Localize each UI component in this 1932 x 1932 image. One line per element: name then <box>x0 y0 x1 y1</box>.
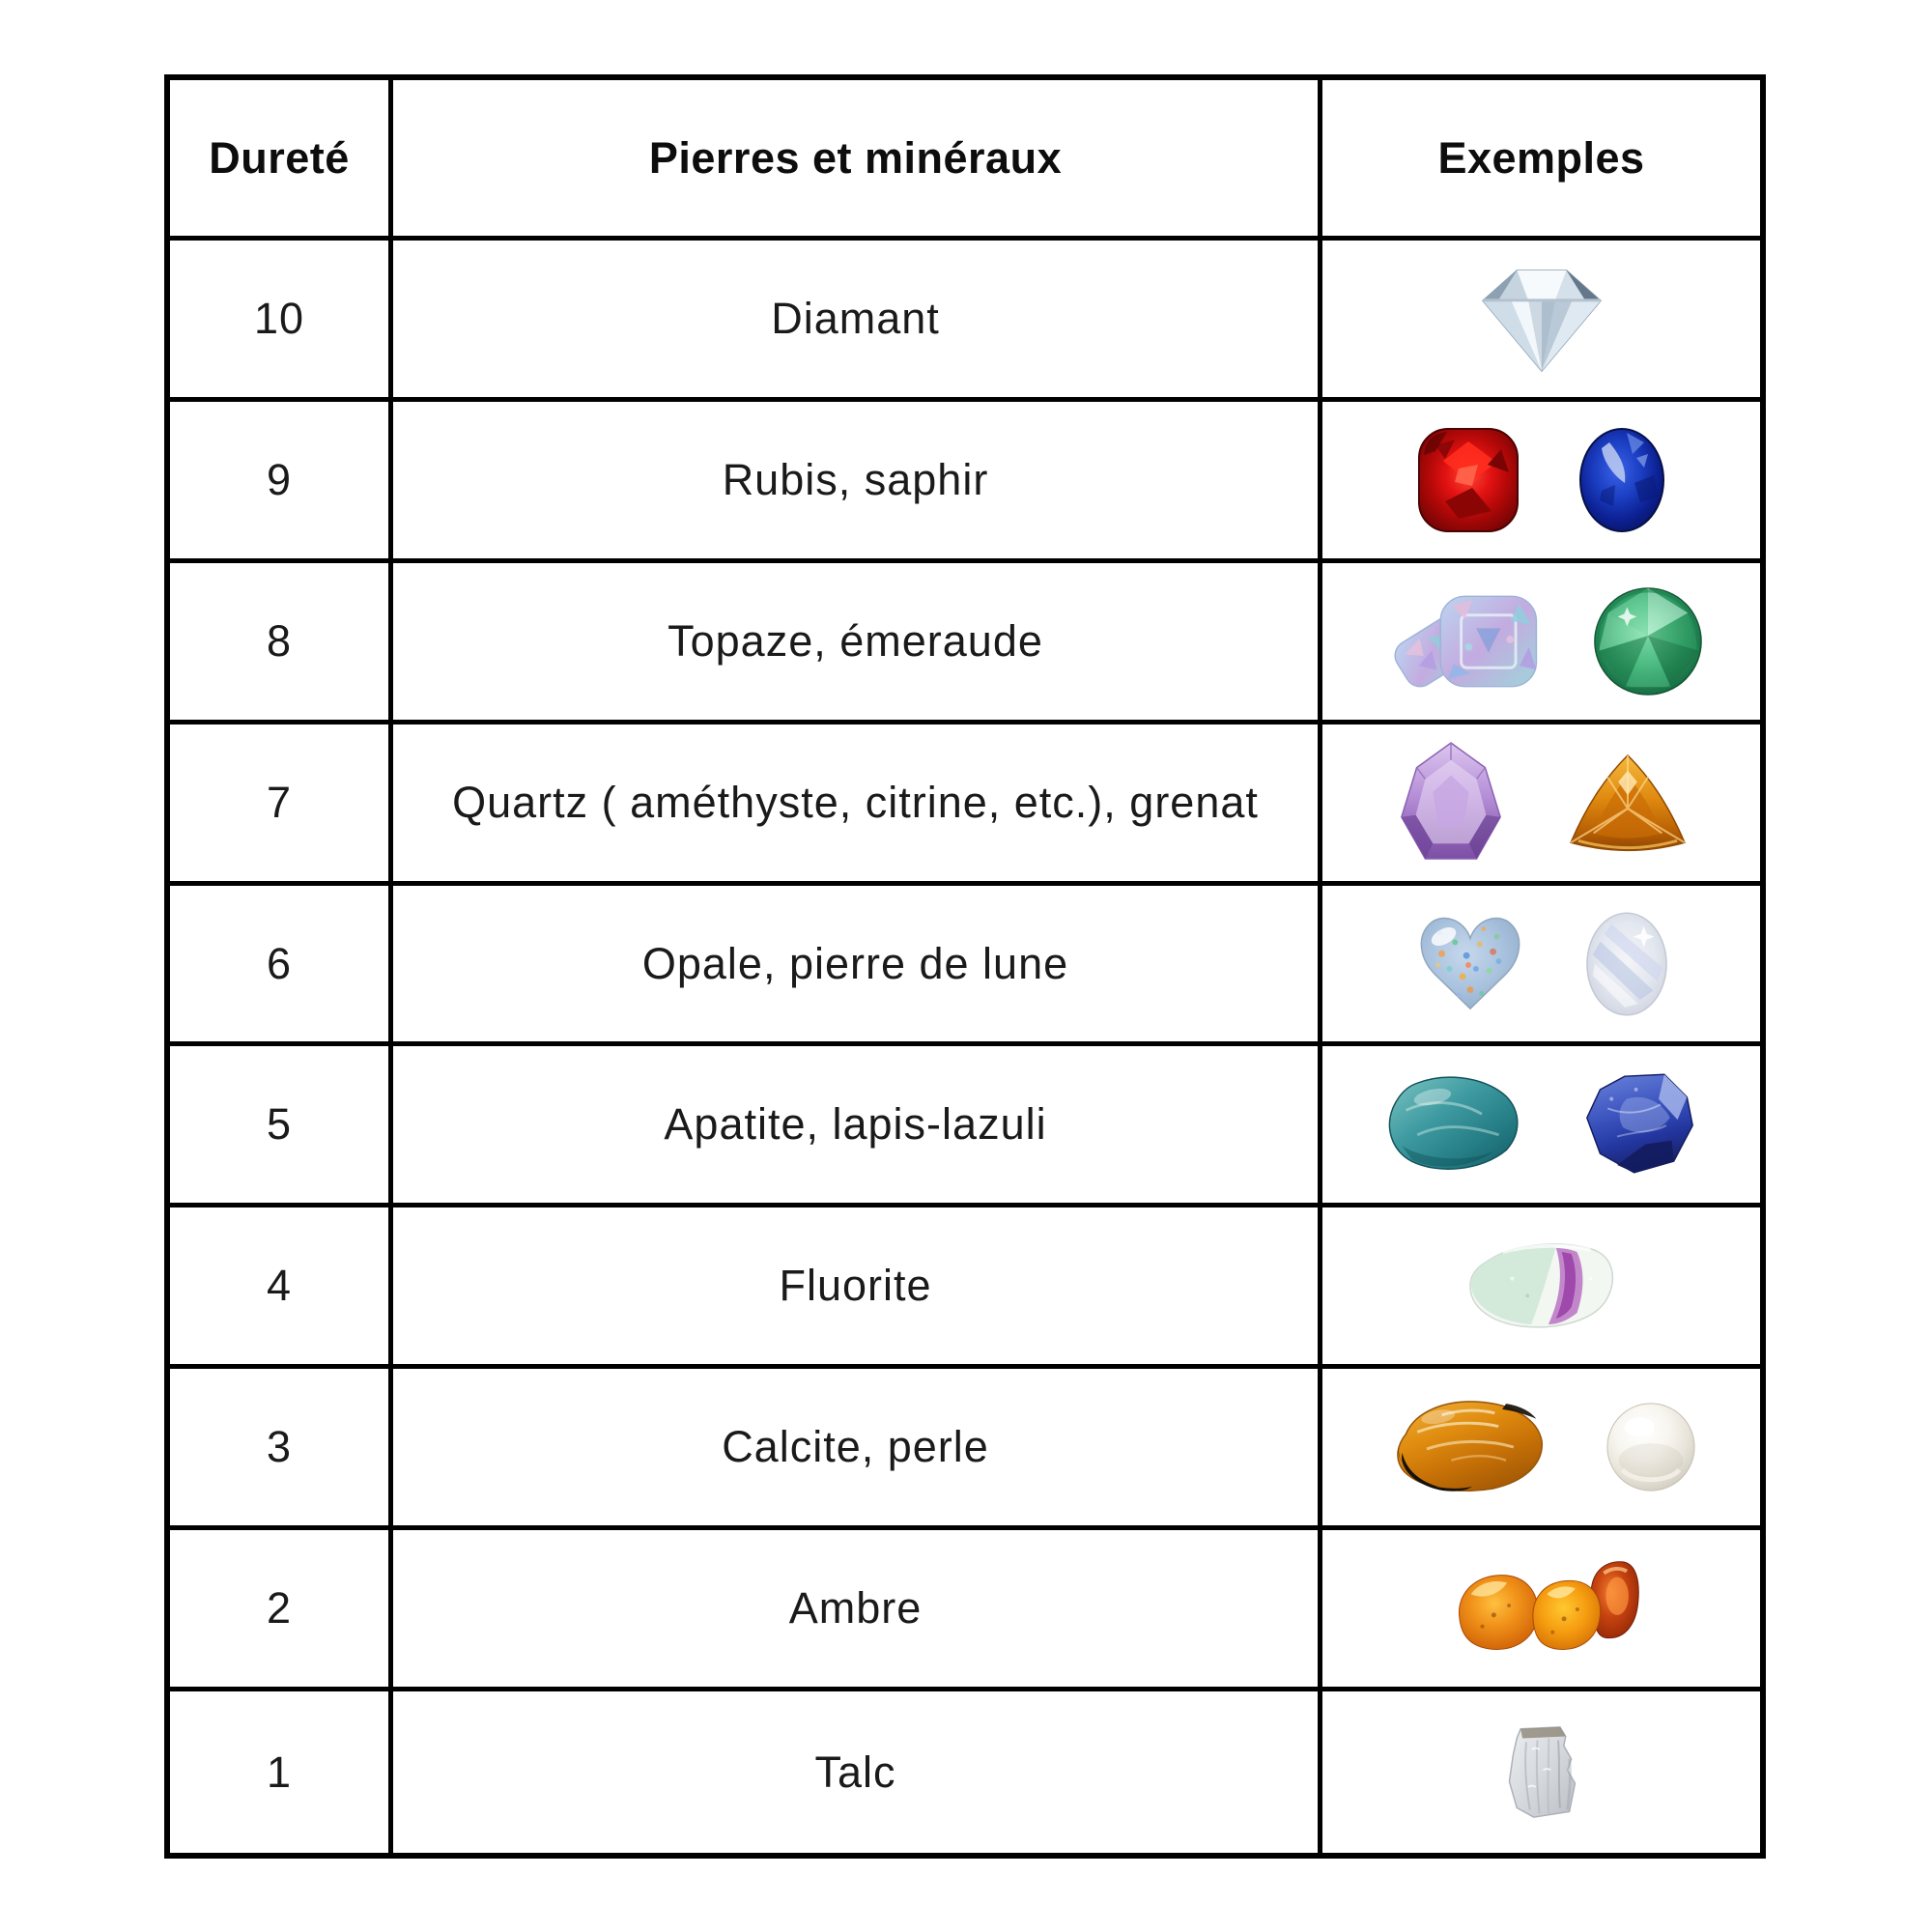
examples-cell <box>1322 1530 1760 1691</box>
minerals-cell <box>393 1691 1322 1853</box>
hardness-value: 2 <box>266 1583 293 1634</box>
fluorite-icon <box>1464 1240 1619 1332</box>
minerals-label: Apatite, lapis-lazuli <box>664 1099 1047 1150</box>
hardness-cell <box>170 1369 393 1530</box>
examples-cell <box>1322 563 1760 724</box>
minerals-label: Ambre <box>788 1583 923 1634</box>
examples-cell <box>1322 1208 1760 1369</box>
hardness-value: 7 <box>266 777 293 827</box>
diamond-icon <box>1473 263 1610 375</box>
hardness-cell <box>170 563 393 724</box>
topaz-icon <box>1378 590 1552 693</box>
hardness-value: 1 <box>266 1747 293 1797</box>
minerals-cell <box>393 886 1322 1047</box>
hardness-cell <box>170 1046 393 1208</box>
lapis-lazuli-icon <box>1579 1070 1700 1179</box>
minerals-cell <box>393 1530 1322 1691</box>
examples-cell <box>1322 1691 1760 1853</box>
minerals-label: Calcite, perle <box>722 1422 989 1472</box>
header-minerals-label: Pierres et minéraux <box>648 132 1063 183</box>
header-examples-cell <box>1322 80 1760 241</box>
minerals-cell <box>393 1208 1322 1369</box>
header-hardness-label: Dureté <box>209 132 350 183</box>
examples-cell <box>1322 241 1760 402</box>
hardness-value: 4 <box>266 1261 293 1311</box>
hardness-value: 3 <box>266 1422 293 1472</box>
examples-cell <box>1322 402 1760 563</box>
hardness-cell <box>170 1530 393 1691</box>
amethyst-icon <box>1393 739 1509 867</box>
minerals-cell <box>393 241 1322 402</box>
moonstone-icon <box>1583 909 1670 1019</box>
minerals-label: Quartz ( améthyste, citrine, etc.), grenat <box>452 777 1259 827</box>
hardness-value: 5 <box>266 1099 293 1150</box>
hardness-cell <box>170 402 393 563</box>
examples-cell <box>1322 724 1760 886</box>
hardness-cell <box>170 1208 393 1369</box>
minerals-cell <box>393 402 1322 563</box>
hardness-cell <box>170 1691 393 1853</box>
talc-icon <box>1491 1721 1592 1823</box>
header-hardness-cell <box>170 80 393 241</box>
hardness-cell <box>170 886 393 1047</box>
minerals-cell <box>393 1369 1322 1530</box>
minerals-cell <box>393 563 1322 724</box>
hardness-value: 8 <box>266 615 293 666</box>
header-minerals-cell <box>393 80 1322 241</box>
minerals-label: Talc <box>814 1747 896 1797</box>
emerald-icon <box>1591 584 1705 698</box>
amber-icon <box>1442 1552 1640 1664</box>
hardness-value: 9 <box>266 454 293 504</box>
examples-cell <box>1322 886 1760 1047</box>
sapphire-icon <box>1577 425 1667 535</box>
minerals-label: Fluorite <box>779 1261 932 1311</box>
minerals-label: Topaze, émeraude <box>668 615 1043 666</box>
pearl-icon <box>1604 1400 1698 1494</box>
opal-icon <box>1413 910 1527 1018</box>
garnet-icon <box>1565 750 1690 856</box>
calcite-icon <box>1385 1394 1548 1500</box>
examples-cell <box>1322 1046 1760 1208</box>
minerals-cell <box>393 1046 1322 1208</box>
ruby-icon <box>1416 426 1520 534</box>
minerals-label: Diamant <box>771 293 940 343</box>
hardness-cell <box>170 241 393 402</box>
minerals-label: Opale, pierre de lune <box>641 938 1069 988</box>
hardness-cell <box>170 724 393 886</box>
minerals-cell <box>393 724 1322 886</box>
mohs-hardness-table <box>164 74 1766 1859</box>
header-examples-label: Exemples <box>1437 132 1645 183</box>
hardness-value: 6 <box>266 938 293 988</box>
examples-cell <box>1322 1369 1760 1530</box>
minerals-label: Rubis, saphir <box>722 454 989 504</box>
hardness-value: 10 <box>253 293 305 343</box>
apatite-icon <box>1383 1072 1523 1177</box>
